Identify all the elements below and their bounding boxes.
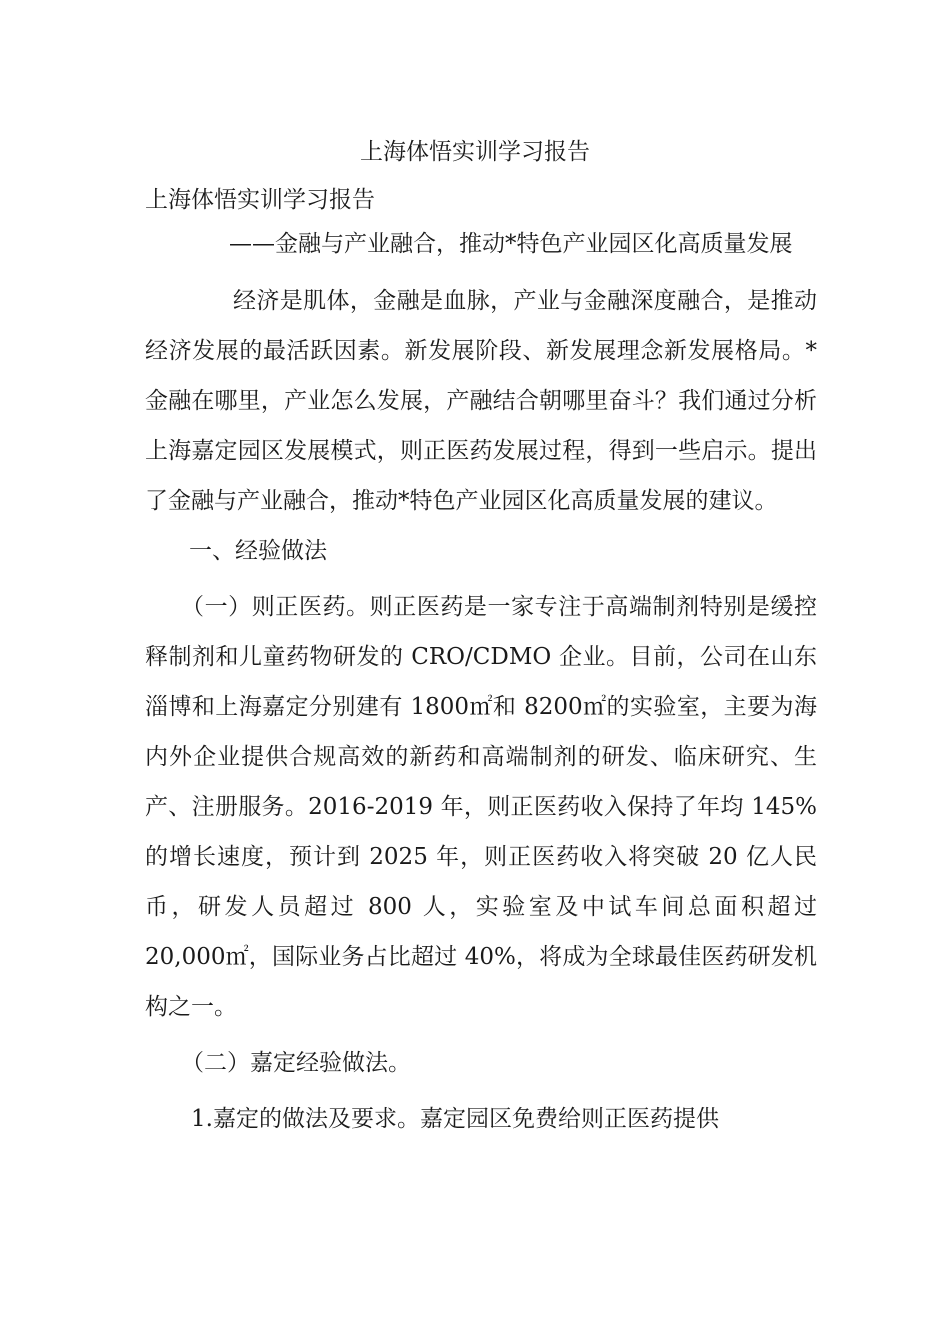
report-subtitle-line: ——金融与产业融合，推动*特色产业园区化高质量发展	[229, 231, 793, 257]
section-heading-experience: 一、经验做法	[189, 538, 327, 564]
document-title: 上海体悟实训学习报告	[360, 139, 590, 165]
item-paragraph-jiading-practice: 1.嘉定的做法及要求。嘉定园区免费给则正医药提供	[191, 1106, 719, 1132]
section-heading-jiading: （二）嘉定经验做法。	[181, 1050, 411, 1076]
document-body	[145, 183, 817, 1144]
report-sub-title: 上海体悟实训学习报告	[145, 187, 375, 213]
intro-paragraph: 经济是肌体，金融是血脉，产业与金融深度融合，是推动经济发展的最活跃因素。新发展阶段、新发展理念新发展格局。*金融在哪里，产业怎么发展，产融结合朝哪里奋斗？我们通过分析上海嘉定园区发展模式，则正医药发展过程，得到一些启示。提出了金融与产业融合，推动*特色产业园区化高质量发展的建议。	[145, 288, 817, 514]
section-paragraph-zezheng: （一）则正医药。则正医药是一家专注于高端制剂特别是缓控释制剂和儿童药物研发的 CRO/CDMO 企业。目前，公司在山东淄博和上海嘉定分别建有 1800㎡和 8200㎡的实验室，主要为海内外企业提供合规高效的新药和高端制剂的研发、临床研究、生产、注册服务。2016-2019 年，则正医药收入保持了年均 145%的增长速度，预计到 2025 年，则正医药收入将突破 20 亿人民币，研发人员超过 800 人，实验室及中试车间总面积超过 20,000㎡，国际业务占比超过 40%，将成为全球最佳医药研发机构之一。	[145, 594, 817, 1020]
